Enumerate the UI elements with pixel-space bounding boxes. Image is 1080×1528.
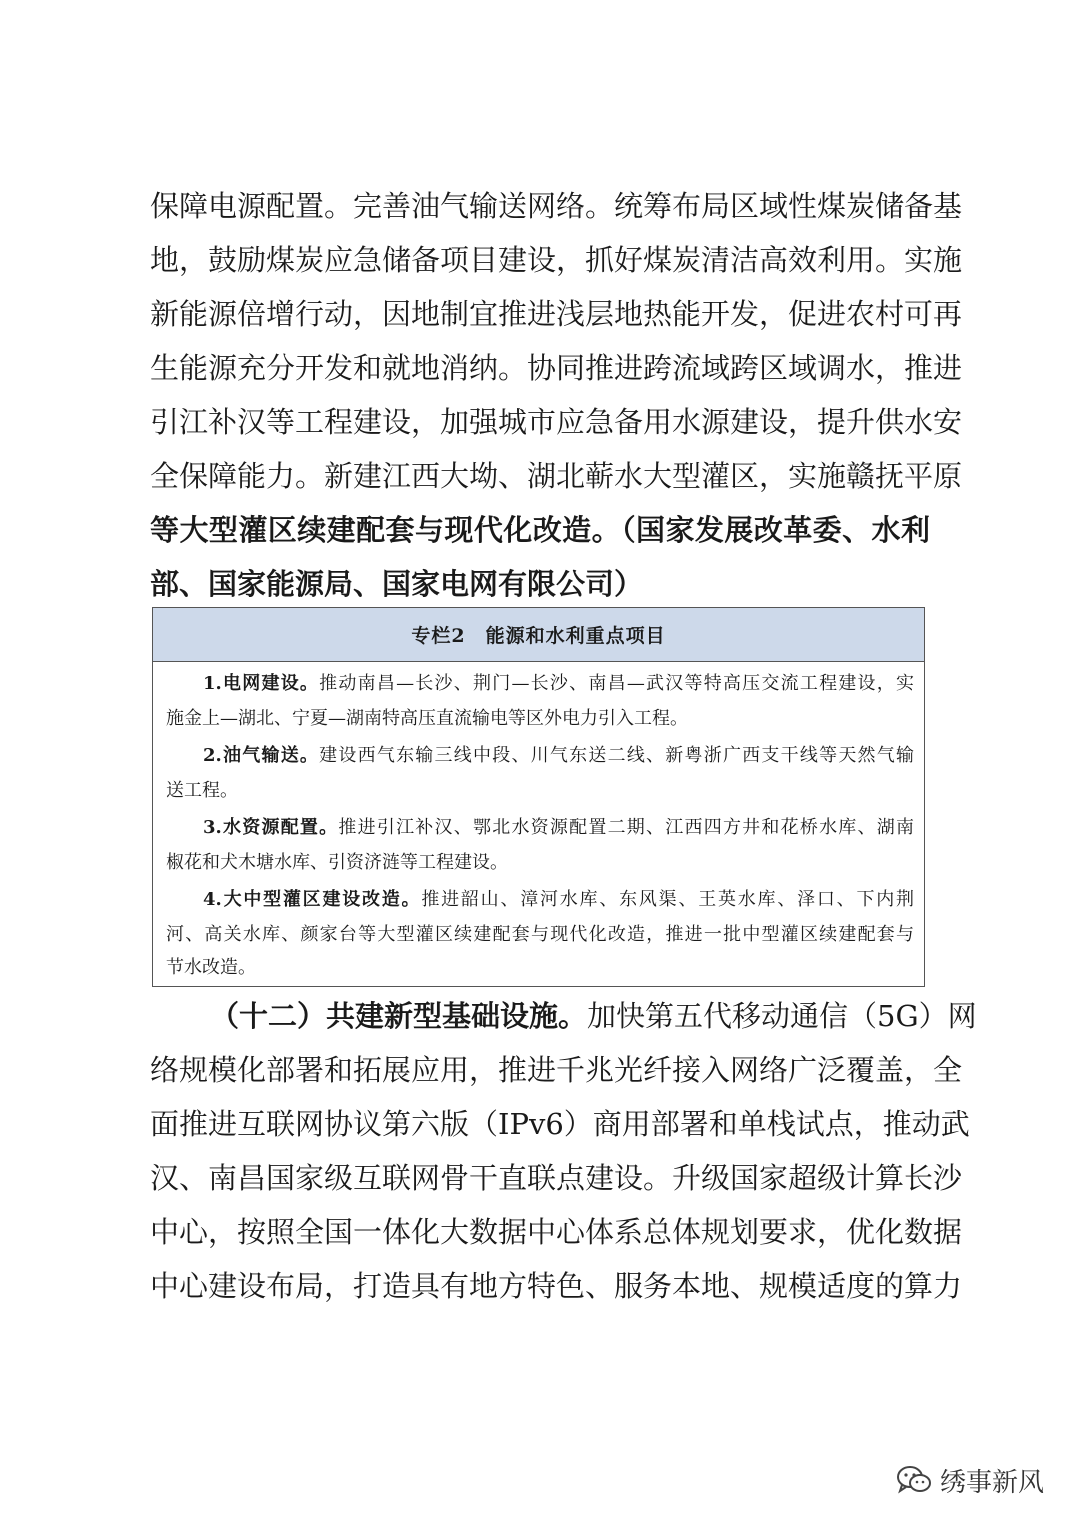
box-item-line: [203, 810, 914, 846]
paragraph-line: 络规模化部署和拓展应用，推进千兆光纤接入网络广泛覆盖，全: [150, 1053, 963, 1087]
box-item-heading: 2.油气输送。: [203, 745, 320, 766]
watermark-text: 绣事新风: [940, 1467, 1045, 1498]
paragraph-line: 地，鼓励煤炭应急储备项目建设，抓好煤炭清洁高效利用。实施: [150, 243, 963, 277]
paragraph-line: 中心，按照全国一体化大数据中心体系总体规划要求，优化数据: [150, 1215, 963, 1249]
box-item-line: 节水改造。: [166, 957, 256, 978]
paragraph-line: 面推进互联网协议第六版（IPv6）商用部署和单栈试点，推动武: [150, 1107, 970, 1141]
box-item-line: 河、高关水库、颜家台等大型灌区续建配套与现代化改造，推进一批中型灌区续建配套与: [166, 924, 914, 945]
paragraph-line: 中心建设布局，打造具有地方特色、服务本地、规模适度的算力: [150, 1269, 963, 1303]
box-item-text: 推进引江补汉、鄂北水资源配置二期、江西四方井和花桥水库、湖南: [338, 817, 914, 838]
box-item-text: 建设西气东输三线中段、川气东送二线、新粤浙广西支干线等天然气输: [319, 745, 915, 766]
paragraph-line: 部、国家能源局、国家电网有限公司）: [150, 567, 644, 601]
box-item-text: 推动南昌—长沙、荆门—长沙、南昌—武汉等特高压交流工程建设，实: [319, 673, 915, 694]
box-item-text: 推进韶山、漳河水库、东风渠、王英水库、泽口、下内荆: [421, 889, 914, 910]
paragraph-line: 引江补汉等工程建设，加强城市应急备用水源建设，提升供水安: [150, 405, 963, 439]
paragraph-line: 保障电源配置。完善油气输送网络。统筹布局区域性煤炭储备基: [150, 189, 963, 223]
box-item-line: [203, 882, 914, 918]
box-item-line: [203, 666, 914, 702]
feature-box-title: 专栏2 能源和水利重点项目: [153, 608, 924, 662]
paragraph-line: 生能源充分开发和就地消纳。协同推进跨流域跨区域调水，推进: [150, 351, 963, 385]
box-item-line: 送工程。: [166, 780, 238, 801]
watermark: [896, 1460, 1044, 1500]
paragraph-line: [210, 996, 977, 1036]
paragraph-text: 加快第五代移动通信（5G）网: [587, 999, 977, 1033]
box-item-line: 施金上—湖北、宁夏—湖南特高压直流输电等区外电力引入工程。: [166, 708, 688, 729]
box-item-heading: 1.电网建设。: [203, 673, 320, 694]
paragraph-line: 汉、南昌国家级互联网骨干直联点建设。升级国家超级计算长沙: [150, 1161, 963, 1195]
section-heading: （十二）共建新型基础设施。: [210, 999, 588, 1033]
paragraph-line: 全保障能力。新建江西大坳、湖北蕲水大型灌区，实施赣抚平原: [150, 459, 963, 493]
feature-box: [152, 607, 925, 987]
box-item-heading: 3.水资源配置。: [203, 817, 339, 838]
box-item-heading: 4.大中型灌区建设改造。: [203, 889, 422, 910]
box-item-line: [203, 738, 914, 774]
wechat-icon: [896, 1464, 932, 1496]
paragraph-line: 新能源倍增行动，因地制宜推进浅层地热能开发，促进农村可再: [150, 297, 963, 331]
paragraph-line: 等大型灌区续建配套与现代化改造。（国家发展改革委、水利: [150, 513, 930, 547]
box-item-line: 椒花和犬木塘水库、引资济涟等工程建设。: [166, 852, 508, 873]
